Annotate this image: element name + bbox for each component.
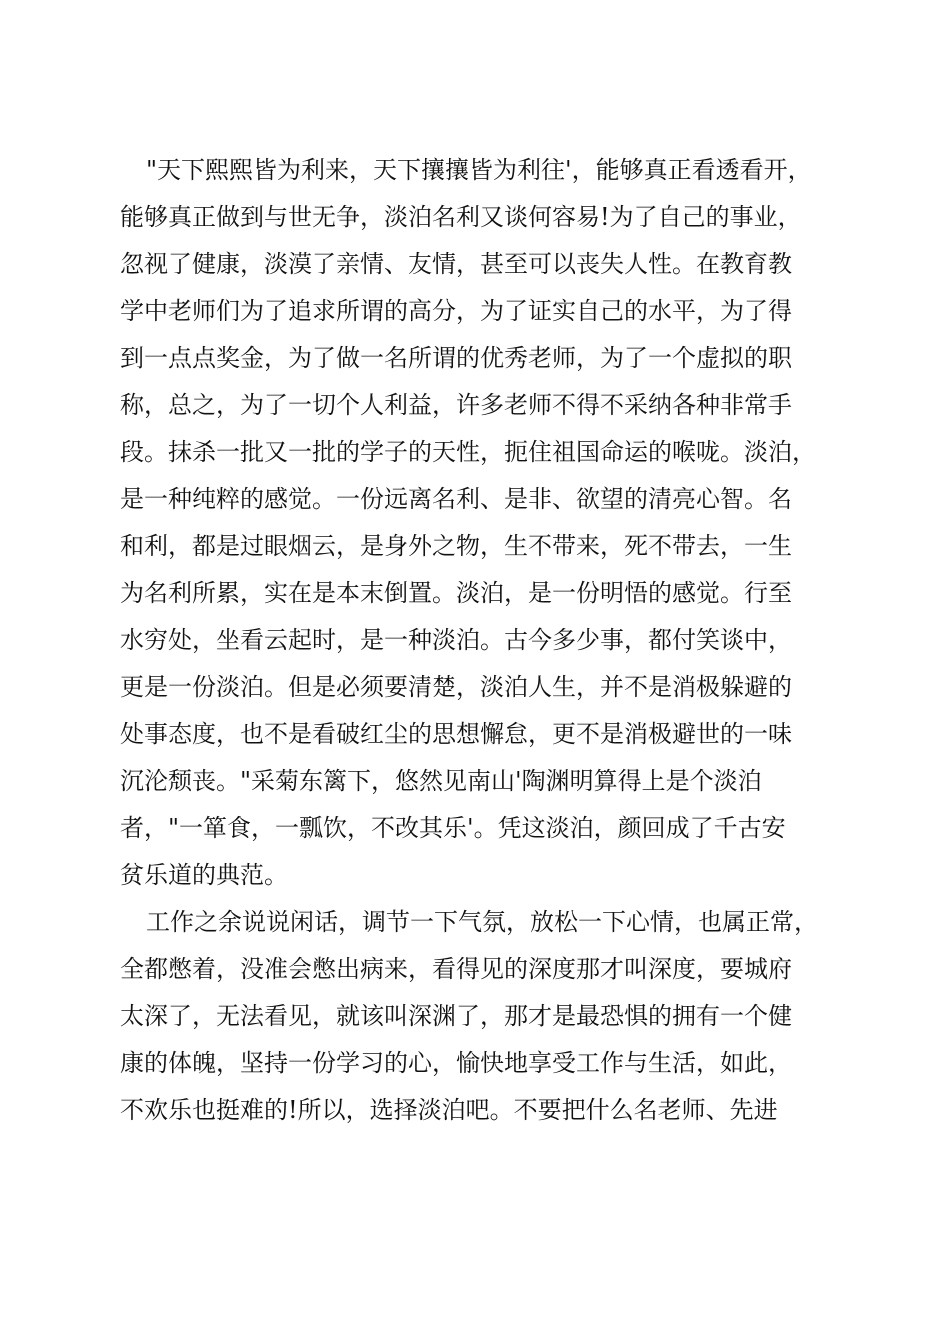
text-line: 是一种纯粹的感觉。一份远离名利、是非、欲望的清亮心智。名 [120,485,792,513]
text-line: 康的体魄，坚持一份学习的心，愉快地享受工作与生活，如此， [120,1049,792,1077]
text-line: 到一点点奖金，为了做一名所谓的优秀老师，为了一个虚拟的职 [120,344,792,372]
text-line: 全都憋着，没准会憋出病来，看得见的深度那才叫深度，要城府 [120,955,792,983]
text-line: 不欢乐也挺难的!所以，选择淡泊吧。不要把什么名老师、先进 [120,1096,778,1124]
text-line: 处事态度，也不是看破红尘的思想懈怠，更不是消极避世的一味 [120,720,792,748]
text-line: 称，总之，为了一切个人利益，许多老师不得不采纳各种非常手 [120,391,792,419]
text-line: 和利，都是过眼烟云，是身外之物，生不带来，死不带去，一生 [120,532,792,560]
text-line: 太深了，无法看见，就该叫深渊了，那才是最恐惧的拥有一个健 [120,1002,792,1030]
text-line: 忽视了健康，淡漠了亲情、友情，甚至可以丧失人性。在教育教 [120,250,792,278]
text-line: "天下熙熙皆为利来，天下攘攘皆为利往'，能够真正看透看开， [146,156,812,184]
text-line: 能够真正做到与世无争，淡泊名利又谈何容易!为了自己的事业， [120,203,802,231]
text-line: 沉沦颓丧。"采菊东篱下，悠然见南山'陶渊明算得上是个淡泊 [120,767,762,795]
text-line: 段。抹杀一批又一批的学子的天性，扼住祖国命运的喉咙。淡泊， [120,438,816,466]
text-line: 学中老师们为了追求所谓的高分，为了证实自己的水平，为了得 [120,297,792,325]
text-line: 者，"一箪食，一瓢饮，不改其乐'。凭这淡泊，颜回成了千古安 [120,814,786,842]
text-line: 更是一份淡泊。但是必须要清楚，淡泊人生，并不是消极躲避的 [120,673,792,701]
text-line: 工作之余说说闲话，调节一下气氛，放松一下心情，也属正常， [146,908,818,936]
text-line: 水穷处，坐看云起时，是一种淡泊。古今多少事，都付笑谈中， [120,626,792,654]
text-line: 贫乐道的典范。 [120,861,288,889]
text-line: 为名利所累，实在是本末倒置。淡泊，是一份明悟的感觉。行至 [120,579,792,607]
